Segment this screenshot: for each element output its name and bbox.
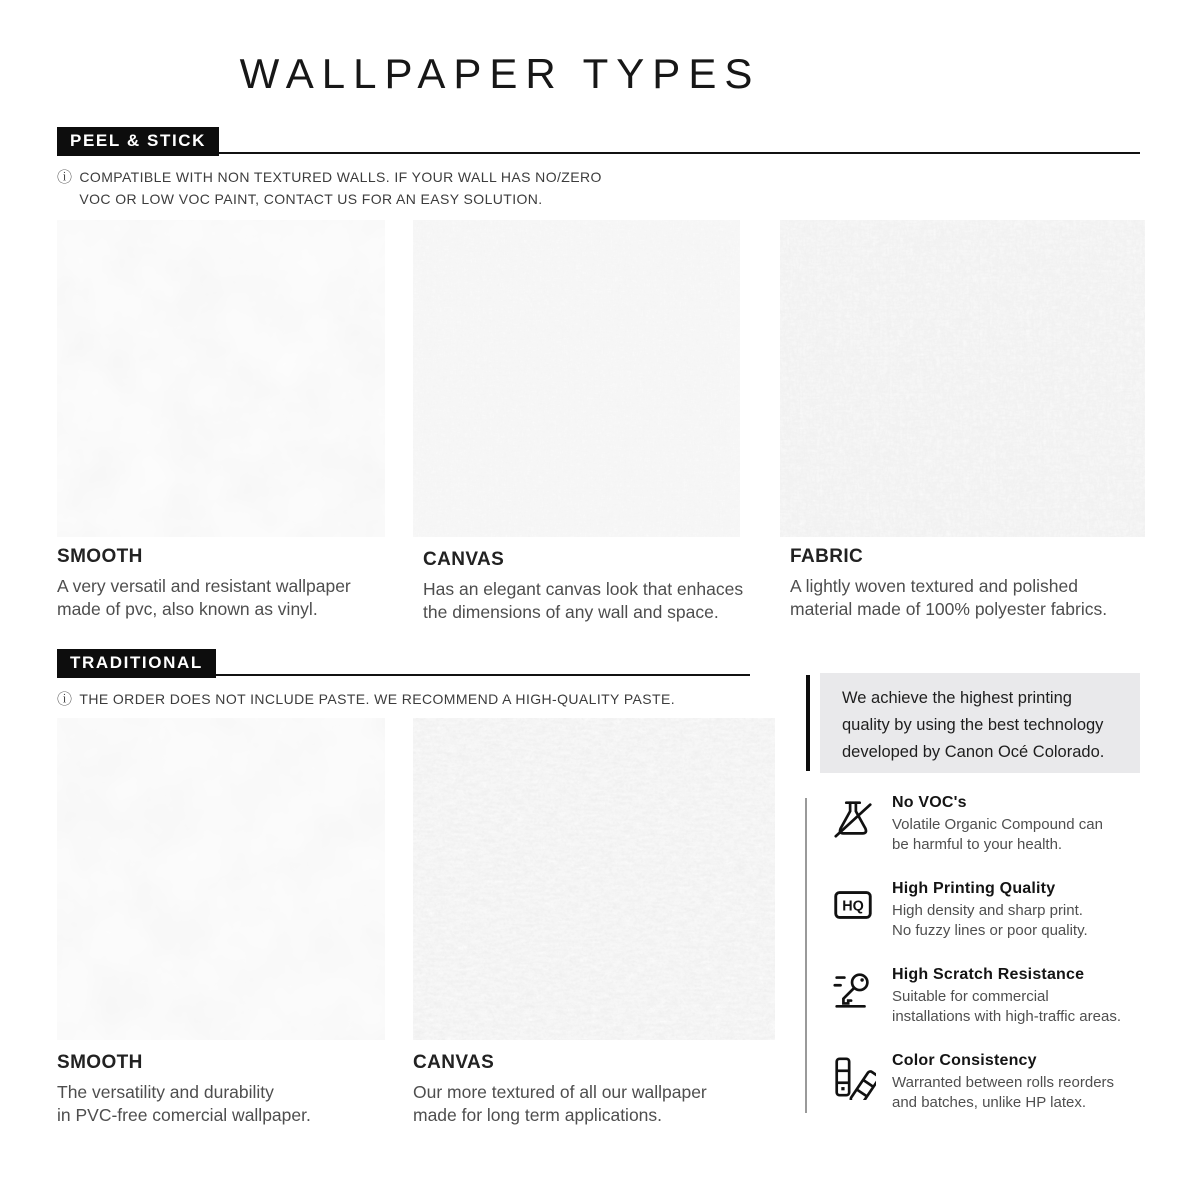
section-badge-peel-stick: PEEL & STICK	[57, 127, 219, 156]
page-title: WALLPAPER TYPES	[239, 50, 761, 97]
swatch-label: SMOOTH	[57, 1052, 143, 1073]
swatch-peel-stick-smooth	[57, 220, 385, 537]
swatch-description: A very versatil and resistant wallpaper made of pvc, also known as vinyl.	[57, 576, 351, 620]
scratch-resistance-key-icon	[830, 968, 876, 1014]
caption-peel-stick-smooth	[57, 546, 397, 622]
feature-description: Suitable for commercial installations with high-traffic areas.	[892, 988, 1121, 1026]
feature-description: High density and sharp print. No fuzzy lines or poor quality.	[892, 902, 1088, 940]
section-badge-traditional: TRADITIONAL	[57, 649, 216, 678]
quality-box-accent-bar	[806, 675, 810, 771]
feature-high-scratch-resistance	[830, 966, 1160, 1028]
feature-text	[892, 1052, 1114, 1114]
no-voc-flask-icon	[830, 796, 876, 842]
traditional-note-text: THE ORDER DOES NOT INCLUDE PASTE. WE RECOMMEND A HIGH-QUALITY PASTE.	[79, 691, 675, 707]
traditional-note	[57, 689, 675, 711]
hq-badge-icon	[830, 882, 876, 928]
swatch-peel-stick-canvas	[413, 220, 740, 537]
peel-stick-note-text: COMPATIBLE WITH NON TEXTURED WALLS. IF YOUR WALL HAS NO/ZERO VOC OR LOW VOC PAINT, CONTACT US FOR AN EASY SOLUTION.	[79, 169, 602, 207]
feature-description: Warranted between rolls reorders and batches, unlike HP latex.	[892, 1074, 1115, 1112]
caption-traditional-canvas	[413, 1052, 773, 1128]
swatch-label: CANVAS	[423, 549, 505, 570]
peel-stick-note	[57, 167, 602, 210]
printing-quality-note: We achieve the highest printing quality by using the best technology developed by Canon Océ Colorado.	[820, 673, 1140, 773]
feature-text	[892, 966, 1121, 1028]
swatch-label: SMOOTH	[57, 546, 143, 567]
swatch-description: Has an elegant canvas look that enhaces the dimensions of any wall and space.	[423, 579, 744, 623]
feature-title: High Printing Quality	[892, 880, 1056, 897]
feature-title: High Scratch Resistance	[892, 966, 1085, 983]
swatch-peel-stick-fabric	[780, 220, 1145, 537]
feature-title: Color Consistency	[892, 1052, 1037, 1069]
caption-traditional-smooth	[57, 1052, 397, 1128]
info-icon: ⓘ	[57, 169, 73, 186]
swatch-traditional-canvas	[413, 718, 775, 1040]
svg-text:HQ: HQ	[842, 898, 864, 915]
info-icon: ⓘ	[57, 691, 73, 708]
swatch-description: The versatility and durability in PVC-free comercial wallpaper.	[57, 1082, 311, 1126]
caption-peel-stick-fabric	[790, 546, 1150, 622]
feature-list-rail	[805, 798, 807, 1113]
feature-text	[892, 794, 1103, 856]
feature-description: Volatile Organic Compound can be harmful to your health.	[892, 816, 1103, 854]
feature-high-printing-quality	[830, 880, 1160, 942]
swatch-label: FABRIC	[790, 546, 864, 567]
color-swatch-fan-icon	[830, 1054, 876, 1100]
swatch-description: A lightly woven textured and polished material made of 100% polyester fabrics.	[790, 576, 1108, 620]
feature-color-consistency	[830, 1052, 1160, 1114]
swatch-description: Our more textured of all our wallpaper made for long term applications.	[413, 1082, 707, 1126]
swatch-traditional-smooth	[57, 718, 385, 1040]
section-rule-peel-stick	[57, 152, 1140, 154]
caption-peel-stick-canvas	[423, 549, 773, 625]
feature-text	[892, 880, 1088, 942]
swatch-label: CANVAS	[413, 1052, 495, 1073]
feature-title: No VOC's	[892, 794, 967, 811]
feature-no-vocs	[830, 794, 1160, 856]
